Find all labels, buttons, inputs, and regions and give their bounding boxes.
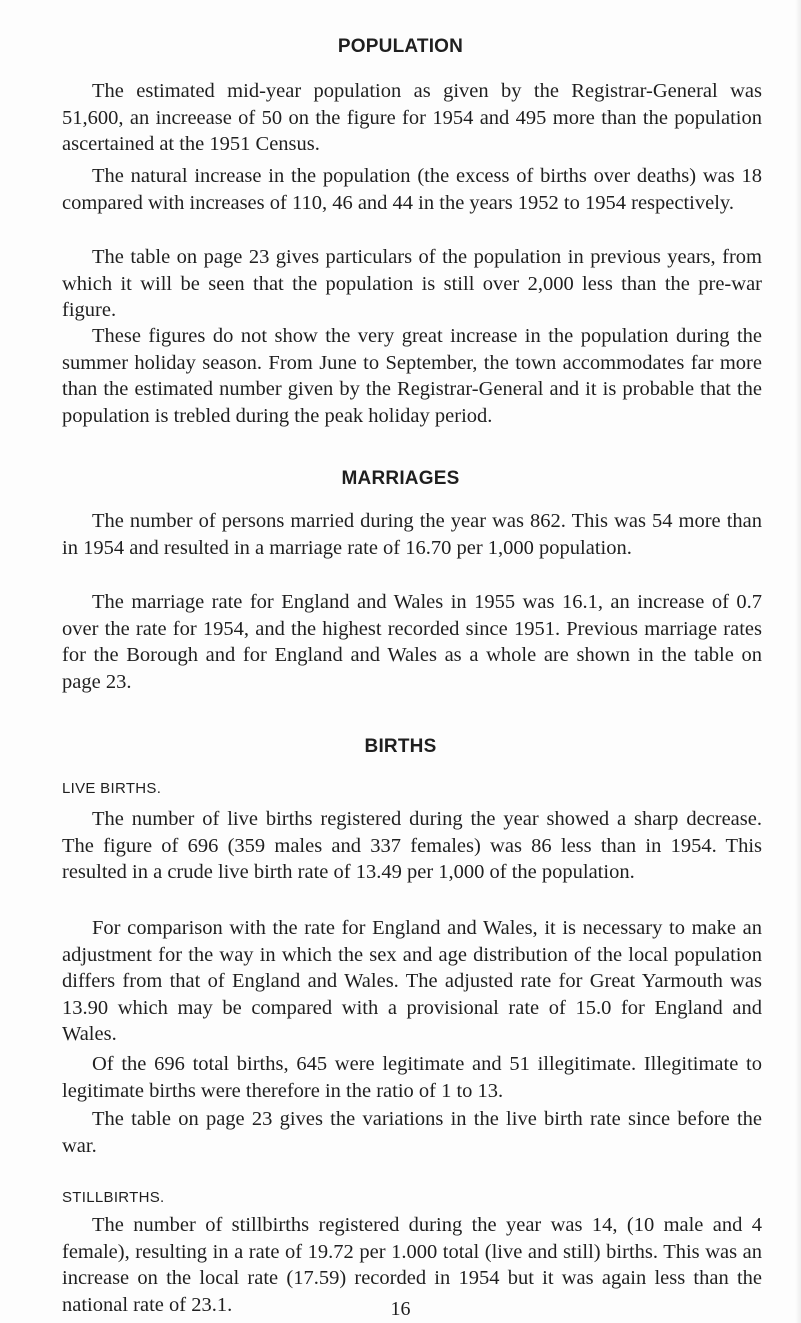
live-births-subheading: LIVE BIRTHS. (62, 780, 162, 797)
births-heading: BIRTHS (364, 736, 437, 757)
live-births-paragraph-2: For comparison with the rate for England and Wales, it is necessary to make an adjustment for the way in which the sex and age distribution of the local population differs from that of England and Wales. The adjusted rate for Great Yarmouth was 13.90 which may be compared with a provisional rate of 15.0 for England and Wales. (62, 917, 762, 1046)
live-births-paragraph-3: Of the 696 total births, 645 were legitimate and 51 illegitimate. Illegitimate to legitimate births were therefore in the ratio of 1 to 13. (62, 1053, 762, 1102)
page-edge-shadow (795, 0, 801, 1323)
marriages-heading: MARRIAGES (341, 468, 460, 489)
marriages-paragraph-1: The number of persons married during the year was 862. This was 54 more than in 1954 and resulted in a marriage rate of 16.70 per 1,000 population. (62, 510, 762, 559)
population-paragraph-1: The estimated mid-year population as given by the Registrar-General was 51,600, an increease of 50 on the figure for 1954 and 495 more than the population ascertained at the 1951 Census. (62, 80, 762, 156)
population-paragraph-4: These figures do not show the very great increase in the population during the summer holiday season. From June to September, the town accommodates far more than the estimated number given by the Registrar-General and it is probable that the population is trebled during the peak holiday period. (62, 325, 762, 427)
stillbirths-paragraph-1: The number of stillbirths registered during the year was 14, (10 male and 4 female), resulting in a rate of 19.72 per 1.000 total (live and still) births. This was an increase on the local rate (17.59) recorded in 1954 but it was again less than the national rate of 23.1. (62, 1214, 762, 1316)
stillbirths-subheading: STILLBIRTHS. (62, 1189, 165, 1206)
population-paragraph-2: The natural increase in the population (the excess of births over deaths) was 18 compared with increases of 110, 46 and 44 in the years 1952 to 1954 respectively. (62, 165, 762, 214)
live-births-paragraph-1: The number of live births registered during the year showed a sharp decrease. The figure of 696 (359 males and 337 females) was 86 less than in 1954. This resulted in a crude live birth rate of 13.49 per 1,000 of the population. (62, 808, 762, 884)
page-number: 16 (390, 1298, 411, 1320)
population-paragraph-3: The table on page 23 gives particulars of the population in previous years, from which it will be seen that the population is still over 2,000 less than the pre-war figure. (62, 246, 762, 322)
population-heading: POPULATION (337, 36, 464, 57)
marriages-paragraph-2: The marriage rate for England and Wales in 1955 was 16.1, an increase of 0.7 over the rate for 1954, and the highest recorded since 1951. Previous marriage rates for the Borough and for England and Wales as a whole are shown in the table on page 23. (62, 591, 762, 693)
live-births-paragraph-4: The table on page 23 gives the variations in the live birth rate since before the war. (62, 1108, 762, 1157)
